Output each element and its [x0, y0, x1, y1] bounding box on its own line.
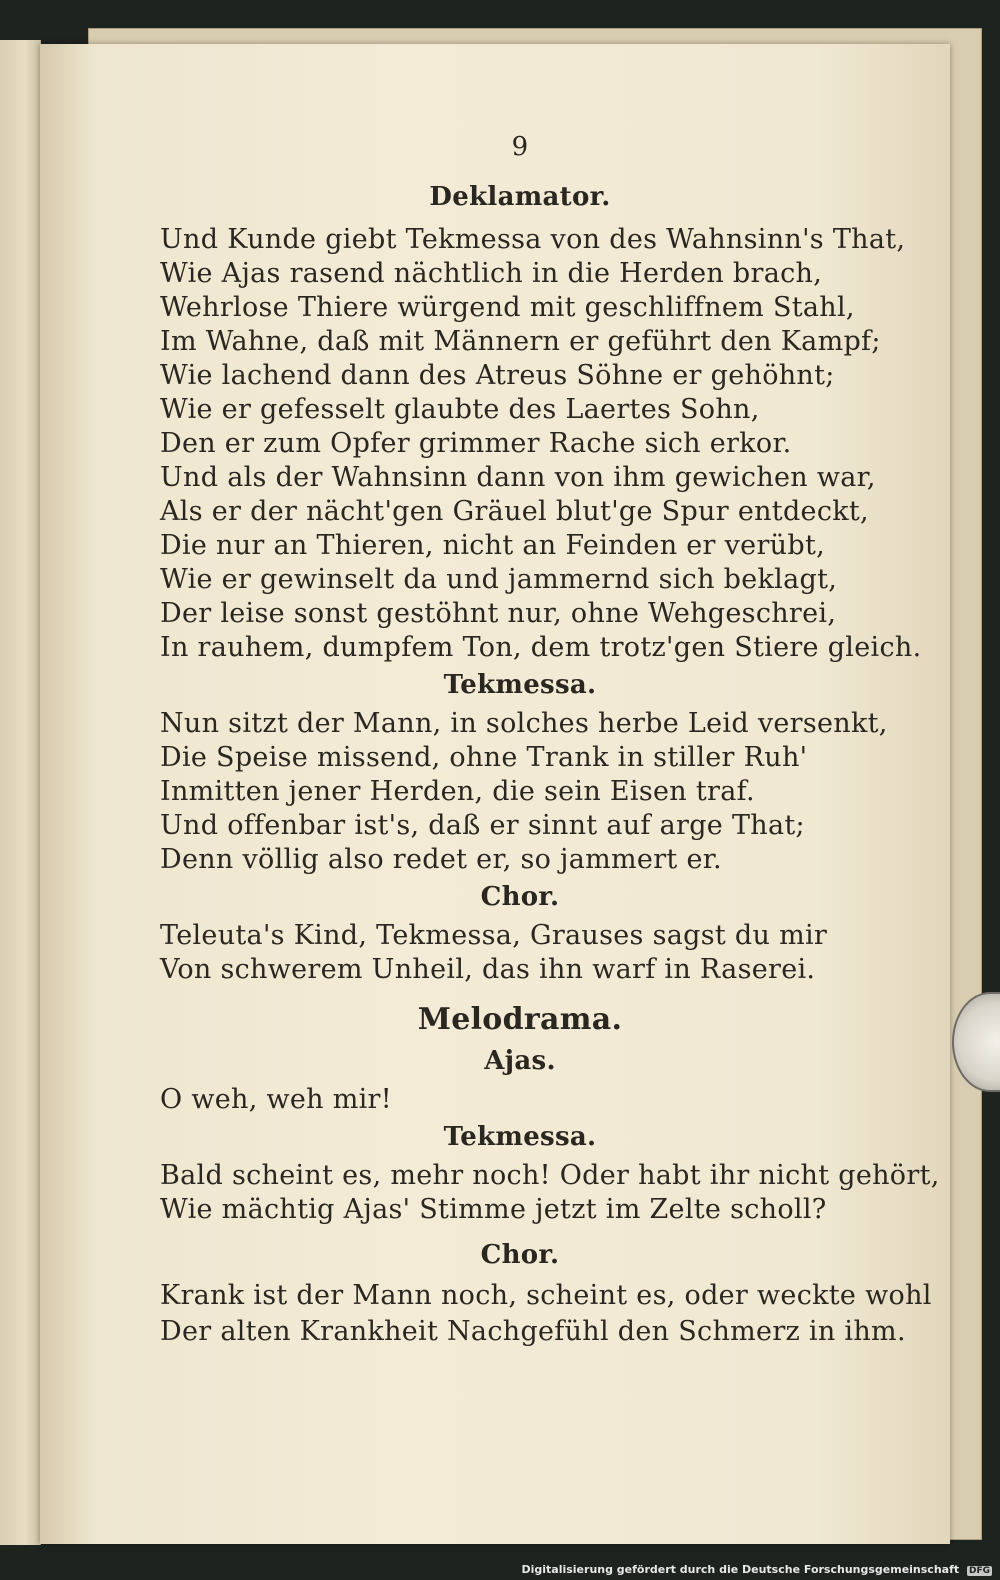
- speaker-tekmessa: Tekmessa.: [443, 670, 597, 700]
- speaker-tekmessa: Tekmessa.: [443, 1122, 597, 1152]
- speaker-ajas: Ajas.: [484, 1046, 556, 1076]
- text-line: Bald scheint es, mehr noch! Oder habt ihr nicht gehört,: [160, 1160, 940, 1191]
- text-line: Der leise sonst gestöhnt nur, ohne Wehgeschrei,: [160, 598, 837, 629]
- text-line: Und offenbar ist's, daß er sinnt auf arge That;: [160, 810, 805, 841]
- text-line: Teleuta's Kind, Tekmessa, Grauses sagst du mir: [160, 920, 828, 951]
- text-line: Wie lachend dann des Atreus Söhne er gehöhnt;: [160, 360, 835, 391]
- text-line: Die Speise missend, ohne Trank in stiller Ruh': [160, 742, 808, 773]
- text-line: O weh, weh mir!: [160, 1084, 392, 1115]
- text-line: Wie Ajas rasend nächtlich in die Herden brach,: [160, 258, 823, 289]
- text-line: Denn völlig also redet er, so jammert er.: [160, 844, 722, 875]
- speaker-chor: Chor.: [480, 1240, 560, 1270]
- digitization-credit: [521, 1563, 992, 1576]
- text-line: Krank ist der Mann noch, scheint es, oder weckte wohl: [160, 1280, 932, 1311]
- speaker-chor: Chor.: [480, 882, 560, 912]
- text-line: Und Kunde giebt Tekmessa von des Wahnsinn's That,: [160, 224, 906, 255]
- text-line: In rauhem, dumpfem Ton, dem trotz'gen Stiere gleich.: [160, 632, 922, 663]
- left-page-edge: [0, 40, 41, 1545]
- text-line: Wie er gefesselt glaubte des Laertes Sohn,: [160, 394, 760, 425]
- book-page: [40, 44, 950, 1544]
- text-line: Nun sitzt der Mann, in solches herbe Leid versenkt,: [160, 708, 888, 739]
- text-line: Inmitten jener Herden, die sein Eisen traf.: [160, 776, 755, 807]
- text-line: Wie er gewinselt da und jammernd sich beklagt,: [160, 564, 838, 595]
- text-line: Und als der Wahnsinn dann von ihm gewichen war,: [160, 462, 876, 493]
- text-line: Der alten Krankheit Nachgefühl den Schmerz in ihm.: [160, 1316, 906, 1347]
- section-title: Melodrama.: [417, 1002, 623, 1037]
- dfg-logo-icon: DFG: [968, 1566, 990, 1576]
- page-number: 9: [511, 132, 529, 162]
- text-line: Als er der nächt'gen Gräuel blut'ge Spur entdeckt,: [160, 496, 869, 527]
- text-line: Wehrlose Thiere würgend mit geschliffnem Stahl,: [160, 292, 855, 323]
- text-line: Den er zum Opfer grimmer Rache sich erkor.: [160, 428, 792, 459]
- text-line: Von schwerem Unheil, das ihn warf in Raserei.: [160, 954, 816, 985]
- text-line: Im Wahne, daß mit Männern er geführt den Kampf;: [160, 326, 881, 357]
- text-line: Wie mächtig Ajas' Stimme jetzt im Zelte scholl?: [160, 1194, 827, 1225]
- text-line: Die nur an Thieren, nicht an Feinden er verübt,: [160, 530, 825, 561]
- credit-text: Digitalisierung gefördert durch die Deutsche Forschungsgemeinschaft: [521, 1563, 960, 1576]
- speaker-deklamator: Deklamator.: [429, 182, 611, 212]
